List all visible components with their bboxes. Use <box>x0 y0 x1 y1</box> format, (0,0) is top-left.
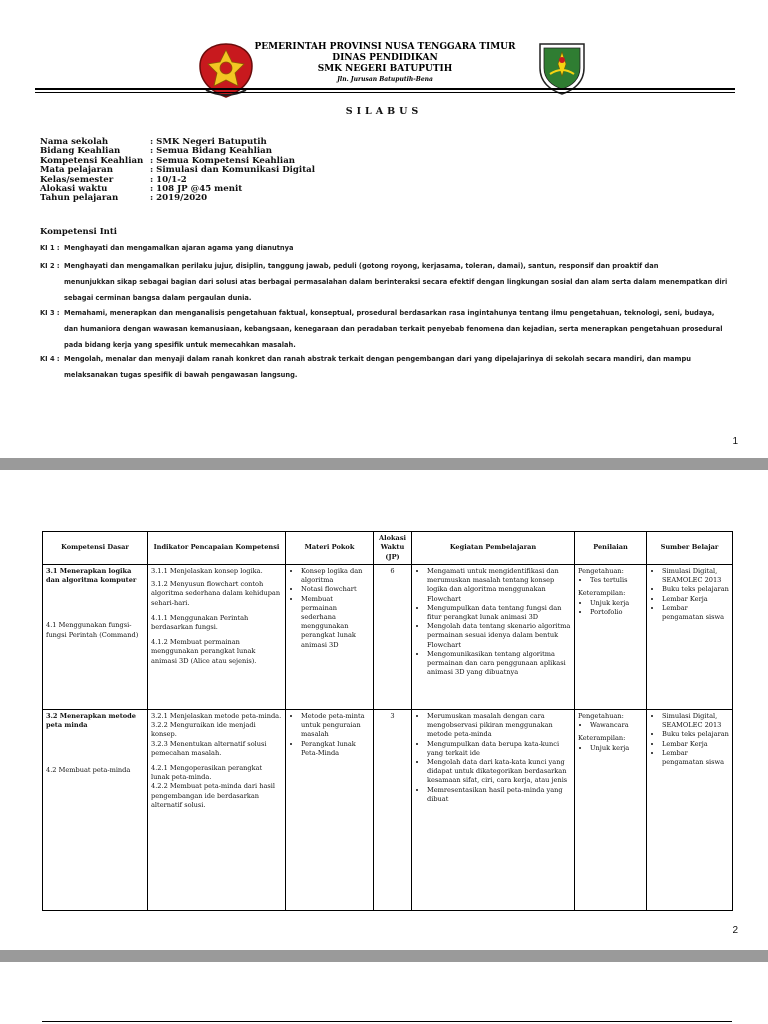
syllabus-table <box>42 531 733 911</box>
page-number: 2 <box>732 925 738 936</box>
kd-knowledge: 3.1 Menerapkan logika dan algoritma komputer <box>46 567 137 585</box>
indikator-item: 4.1.2 Membuat permainan menggunakan perangkat lunak animasi 3D (Alice atau sejenis). <box>151 638 257 665</box>
kegiatan-item: • Mengumpulkan data berupa kata-kunci yang terkait ide <box>427 740 571 758</box>
ki-text-continued: pada bidang kerja yang spesifik untuk memecahkan masalah. <box>64 340 296 349</box>
sumber-item: • Buku teks pelajaran <box>662 585 729 594</box>
identity-value: : Semua Bidang Keahlian <box>150 146 273 157</box>
sumber-item: • Lembar pengamatan siswa <box>662 749 729 767</box>
document-page-2 <box>0 470 768 950</box>
kegiatan-cell <box>412 565 575 710</box>
identity-key: Kompetensi Keahlian <box>40 155 144 166</box>
column-header: Sumber Belajar <box>647 532 733 565</box>
kegiatan-item: • Mengolah data dari kata-kata kunci yang didapat untuk dikategorikan berdasarkan kesamaan sifat, ciri, cara kerja, atau jenis <box>427 758 571 786</box>
indikator-item: 3.1.2 Menyusun flowchart contoh algoritma sederhana dalam kehidupan sehari-hari. <box>151 580 281 607</box>
letterhead-rule-thin <box>35 92 735 93</box>
ki-text: Menghayati dan mengamalkan ajaran agama yang dianutnya <box>64 243 294 252</box>
kegiatan-cell <box>412 710 575 911</box>
penilaian-item: • Tes tertulis <box>590 576 643 585</box>
alokasi-cell: 3 <box>374 710 412 911</box>
ki-text: Mengolah, menalar dan menyaji dalam ranah konkret dan ranah abstrak terkait dengan pengembangan dari yang dipelajarinya di sekolah secara mandiri, dan mampu <box>64 354 691 363</box>
kompetensi-dasar-cell <box>43 710 148 911</box>
identity-key: Nama sekolah <box>40 137 109 147</box>
penilaian-heading: Keterampilan: <box>578 589 626 598</box>
materi-item: • Metode peta-minta untuk penguraian masalah <box>301 712 370 740</box>
kd-knowledge: 3.2 Menerapkan metode peta minda <box>46 712 136 730</box>
indikator-item: 4.2.1 Mengoperasikan perangkat lunak peta-minda. <box>151 764 263 782</box>
kegiatan-item: • Mengumpulkan data tentang fungsi dan fitur perangkat lunak animasi 3D <box>427 604 571 622</box>
identity-value: : 10/1-2 <box>150 174 187 185</box>
penilaian-cell <box>575 565 647 710</box>
identity-value: : SMK Negeri Batuputih <box>150 137 267 147</box>
penilaian-heading: Pengetahuan: <box>578 567 624 575</box>
identity-key: Kelas/semester <box>40 174 114 185</box>
document-page-1 <box>0 0 768 458</box>
indikator-item: 3.2.2 Menguraikan ide menjadi konsep. <box>151 721 256 739</box>
materi-item: • Notasi flowchart <box>301 585 370 594</box>
ki-label: KI 2 : <box>40 261 60 270</box>
identity-row <box>40 194 315 203</box>
column-header: Materi Pokok <box>286 532 374 565</box>
next-table-top-border <box>42 1021 732 1022</box>
indikator-item: 3.1.1 Menjelaskan konsep logika. <box>151 567 263 575</box>
kd-skill: 4.1 Menggunakan fungsi-fungsi Perintah (Command) <box>46 621 139 639</box>
penilaian-heading: Pengetahuan: <box>578 712 624 720</box>
table-row <box>43 710 733 911</box>
kegiatan-item: • Mengomunikasikan tentang algoritma permainan dan cara penggunaan aplikasi animasi 3D yang dibuatnya <box>427 650 571 678</box>
document-title: SILABUS <box>345 106 423 117</box>
kegiatan-item: • Mengamati untuk mengidentifikasi dan merumuskan masalah tentang konsep logika dan algoritma menggunakan Flowchart <box>427 567 571 604</box>
sumber-item: • Buku teks pelajaran <box>662 730 729 739</box>
ki-label: KI 4 : <box>40 354 60 363</box>
indikator-item: 4.2.2 Membuat peta-minda dari hasil pengembangan ide berdasarkan alternatif solusi. <box>151 782 275 809</box>
table-header-row <box>43 532 733 565</box>
column-header: Indikator Pencapaian Kompetensi <box>148 532 286 565</box>
column-header: Kompetensi Dasar <box>43 532 148 565</box>
identity-value: : Simulasi dan Komunikasi Digital <box>150 165 315 176</box>
penilaian-item: • Portofolio <box>590 608 643 617</box>
identity-block <box>40 138 315 204</box>
identity-key: Mata pelajaran <box>40 165 113 176</box>
penilaian-item: • Unjuk kerja <box>590 599 643 608</box>
penilaian-heading: Keterampilan: <box>578 734 626 743</box>
column-header: Alokasi Waktu (JP) <box>374 532 412 565</box>
alokasi-cell: 6 <box>374 565 412 710</box>
materi-item: • Konsep logika dan algoritma <box>301 567 370 585</box>
letterhead-line-3: SMK NEGERI BATUPUTIH <box>317 64 453 74</box>
sumber-cell <box>647 710 733 911</box>
identity-value: : Semua Kompetensi Keahlian <box>150 155 296 166</box>
ki-label: KI 1 : <box>40 243 60 252</box>
ki-item-1 <box>40 240 740 256</box>
ki-text-continued: sebagai cerminan bangsa dalam pergaulan dunia. <box>64 293 252 302</box>
table-row <box>43 565 733 710</box>
materi-item: • Membuat permainan sederhana menggunakan perangkat lunak animasi 3D <box>301 595 370 650</box>
ki-text: Memahami, menerapkan dan menganalisis pengetahuan faktual, konseptual, prosedural berdasarkan rasa ingintahunya tentang ilmu pengetahuan, teknologi, seni, budaya, <box>64 308 715 317</box>
ki-item-4 <box>40 351 740 383</box>
column-header: Kegiatan Pembelajaran <box>412 532 575 565</box>
sumber-item: • Lembar Kerja <box>662 740 729 749</box>
ki-label: KI 3 : <box>40 308 60 317</box>
sumber-cell <box>647 565 733 710</box>
materi-item: • Perangkat lunak Peta-Minda <box>301 740 370 758</box>
kegiatan-item: • Memresentasikan hasil peta-minda yang dibuat <box>427 786 571 804</box>
letterhead-address: Jln. Jurusan Batuputih-Bena <box>337 76 433 83</box>
ki-item-3 <box>40 305 740 353</box>
ki-text-continued: melaksanakan tugas spesifik di bawah pengawasan langsung. <box>64 370 298 379</box>
sumber-item: • Lembar Kerja <box>662 595 729 604</box>
page-number: 1 <box>732 436 738 447</box>
ki-text-continued: dan humaniora dengan wawasan kemanusiaan, kebangsaan, kenegaraan dan peradaban terkait penyebab fenomena dan kejadian, serta menerapkan pengetahuan prosedural <box>64 324 723 333</box>
penilaian-item: • Wawancara <box>590 721 643 730</box>
kegiatan-item: • Mengolah data tentang skenario algoritma permainan sesuai idenya dalam bentuk Flowchart <box>427 622 571 650</box>
kompetensi-dasar-cell <box>43 565 148 710</box>
indikator-item: 3.2.1 Menjelaskan metode peta-minda. <box>151 712 282 720</box>
letterhead-line-1: PEMERINTAH PROVINSI NUSA TENGGARA TIMUR <box>254 42 516 52</box>
document-page-3 <box>0 962 768 1024</box>
indikator-cell <box>148 565 286 710</box>
identity-key: Alokasi waktu <box>40 183 108 194</box>
sumber-item: • Lembar pengamatan siswa <box>662 604 729 622</box>
indikator-cell <box>148 710 286 911</box>
ki-text: Menghayati dan mengamalkan perilaku jujur, disiplin, tanggung jawab, peduli (gotong royong, kerjasama, toleran, damai), santun, responsif dan proaktif dan <box>64 261 659 270</box>
kegiatan-item: • Merumuskan masalah dengan cara mengobservasi pikiran menggunakan metode peta-minda <box>427 712 571 740</box>
ki-item-2 <box>40 258 740 306</box>
sumber-item: • Simulasi Digital, SEAMOLEC 2013 <box>662 712 729 730</box>
letterhead <box>240 42 530 85</box>
identity-key: Bidang Keahlian <box>40 146 121 157</box>
materi-cell <box>286 565 374 710</box>
indikator-item: 3.2.3 Menentukan alternatif solusi pemecahan masalah. <box>151 739 267 757</box>
sumber-item: • Simulasi Digital, SEAMOLEC 2013 <box>662 567 729 585</box>
letterhead-line-2: DINAS PENDIDIKAN <box>332 53 438 63</box>
penilaian-cell <box>575 710 647 911</box>
penilaian-item: • Unjuk kerja <box>590 744 643 753</box>
identity-value: : 108 JP @45 menit <box>150 183 243 194</box>
letterhead-rule-thick <box>35 88 735 90</box>
identity-key: Tahun pelajaran <box>40 193 119 204</box>
indikator-item: 4.1.1 Menggunakan Perintah berdasarkan fungsi. <box>151 613 249 632</box>
identity-value: : 2019/2020 <box>150 193 208 204</box>
kd-skill: 4.2 Membuat peta-minda <box>46 766 131 775</box>
ki-text-continued: menunjukkan sikap sebagai bagian dari solusi atas berbagai permasalahan dalam berinteraksi secara efektif dengan lingkungan sosial dan alam serta dalam menempatkan diri <box>64 277 728 286</box>
ki-heading: Kompetensi Inti <box>40 227 118 237</box>
column-header: Penilaian <box>575 532 647 565</box>
materi-cell <box>286 710 374 911</box>
